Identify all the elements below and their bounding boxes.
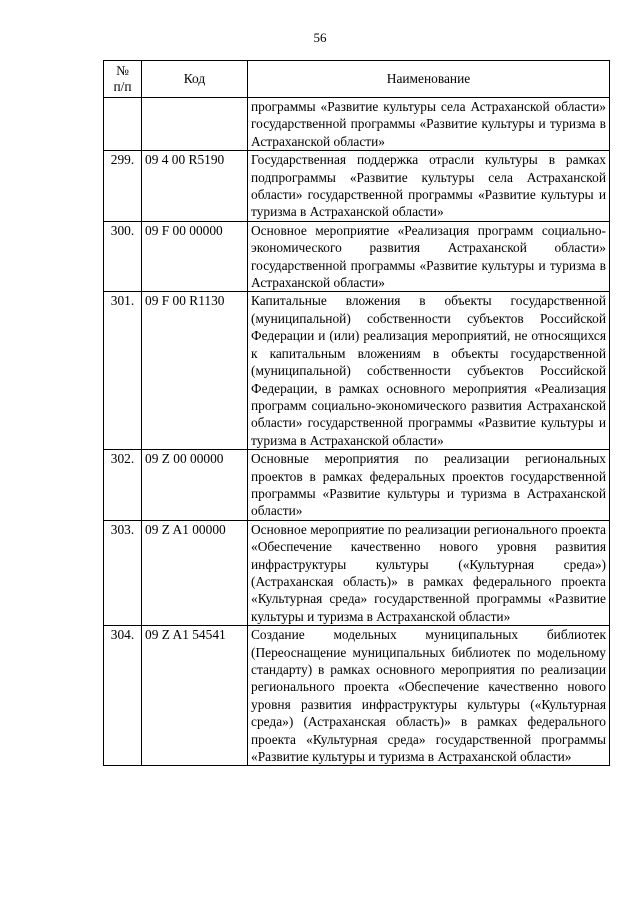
row-code: 09 4 00 R5190 [142, 151, 248, 222]
table-row [104, 98, 610, 151]
row-code: 09 F 00 R1130 [142, 292, 248, 450]
table-row [104, 221, 610, 292]
row-name: Капитальные вложения в объекты государственной (муниципальной) собственности субъектов Российской Федерации и (или) реализация мероприятий, не относящихся к капитальным вложениям в объекты государственной (муниципальной) собственности субъектов Российской Федерации, в рамках основного мероприятия «Реализация программ социально-экономического развития Астраханской области» государственной программы «Развитие культуры и туризма в Астраханской области» [248, 292, 610, 450]
table-row [104, 292, 610, 450]
row-name: Государственная поддержка отрасли культуры в рамках подпрограммы «Развитие культуры села Астраханской области» государственной программы «Развитие культуры и туризма в Астраханской области» [248, 151, 610, 222]
row-number: 300. [104, 221, 142, 292]
budget-code-table [103, 60, 610, 766]
header-number-sign: № [116, 63, 129, 78]
row-number: 303. [104, 520, 142, 625]
header-code: Код [142, 61, 248, 98]
header-row [104, 61, 610, 98]
row-name: Основное мероприятие «Реализация программ социально-экономического развития Астраханской области» государственной программы «Развитие культуры и туризма в Астраханской области» [248, 221, 610, 292]
row-code: 09 Z A1 54541 [142, 626, 248, 766]
table-row [104, 450, 610, 521]
row-code: 09 Z A1 00000 [142, 520, 248, 625]
row-number [104, 98, 142, 151]
row-name: Основное мероприятие по реализации регионального проекта «Обеспечение качественно нового уровня развития инфраструктуры культуры («Культурная среда») (Астраханская область)» в рамках федерального проекта «Культурная среда» государственной программы «Развитие культуры и туризма в Астраханской области» [248, 520, 610, 625]
row-name: Создание модельных муниципальных библиотек (Переоснащение муниципальных библиотек по модельному стандарту) в рамках основного мероприятия по реализации регионального проекта «Обеспечение качественно нового уровня развития инфраструктуры культуры («Культурная среда») (Астраханская область)» в рамках федерального проекта «Культурная среда» государственной программы «Развитие культуры и туризма в Астраханской области» [248, 626, 610, 766]
table-body [104, 98, 610, 766]
row-number: 304. [104, 626, 142, 766]
row-number: 299. [104, 151, 142, 222]
row-code [142, 98, 248, 151]
table-row [104, 626, 610, 766]
row-code: 09 F 00 00000 [142, 221, 248, 292]
table-row [104, 520, 610, 625]
header-number-abbrev: п/п [113, 79, 132, 94]
header-name: Наименование [248, 61, 610, 98]
row-name: Основные мероприятия по реализации региональных проектов в рамках федеральных проектов государственной программы «Развитие культуры и туризма в Астраханской области» [248, 450, 610, 521]
row-name: программы «Развитие культуры села Астраханской области» государственной программы «Развитие культуры и туризма в Астраханской области» [248, 98, 610, 151]
table-header [104, 61, 610, 98]
page-number: 56 [313, 30, 327, 45]
row-number: 302. [104, 450, 142, 521]
row-number: 301. [104, 292, 142, 450]
table-row [104, 151, 610, 222]
row-code: 09 Z 00 00000 [142, 450, 248, 521]
header-number [104, 61, 142, 98]
